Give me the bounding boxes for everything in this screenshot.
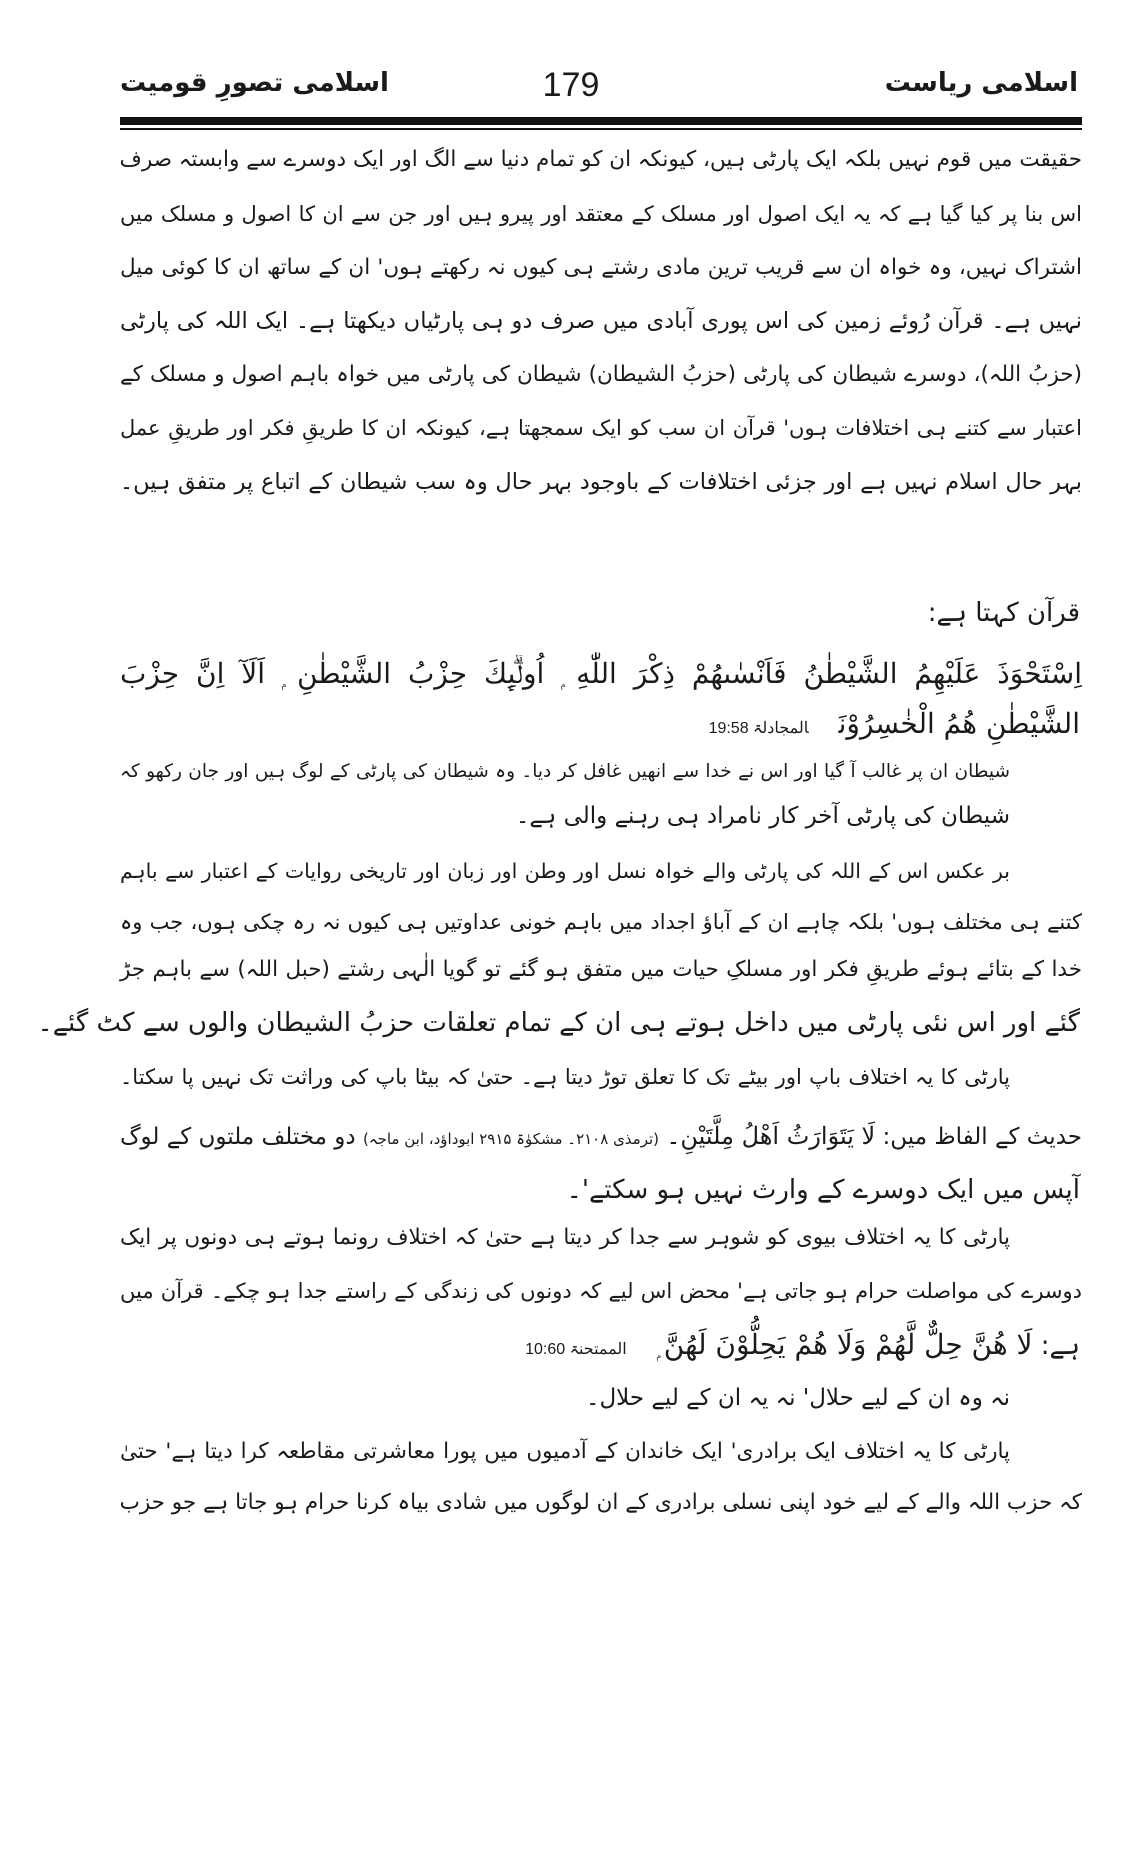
hadith-reference: (ترمذی ۲۱۰۸۔ مشکوٰۃ ۲۹۱۵ ابوداؤد، ابن ماجہ)	[362, 1130, 660, 1148]
text-line: خدا کے بتائے ہوئے طریقِ فکر اور مسلکِ حیات میں متفق ہو گئے تو گویا الٰہی رشتے (حبل اللہ) سے باہم جڑ	[120, 957, 1082, 982]
header-rule-thin	[120, 128, 1082, 130]
quran-verse-text: لَا هُنَّ حِلٌّ لَّهُمْ وَلَا هُمْ يَحِلُّوْنَ لَهُنَّ ۭ	[656, 1328, 1033, 1361]
translation-line: شیطان ان پر غالب آ گیا اور اس نے خدا سے انھیں غافل کر دیا۔ وہ شیطان کی پارٹی کے لوگ ہیں اور جان رکھو کہ	[120, 761, 1010, 782]
text-line: بر عکس اس کے اللہ کی پارٹی والے خواہ نسل اور وطن اور زبان اور تاریخی روایات کے اعتبار سے باہم	[120, 859, 1010, 883]
text-line: گئے اور اس نئی پارٹی میں داخل ہوتے ہی ان کے تمام تعلقات حزبُ الشیطان والوں سے کٹ گئے۔	[37, 1008, 1080, 1038]
text-span: ہے:	[1040, 1331, 1080, 1361]
page-number: 179	[542, 66, 600, 104]
verse-reference: الممتحنۃ 10:60	[525, 1341, 627, 1358]
text-line: (حزبُ اللہ)، دوسرے شیطان کی پارٹی (حزبُ الشیطان) شیطان کی پارٹی میں خواہ باہم اصول و مسلک کے	[120, 362, 1082, 387]
text-span: حدیث کے الفاظ میں:	[882, 1124, 1082, 1150]
translation-line: شیطان کی پارٹی آخر کار نامراد ہی رہنے والی ہے۔	[515, 803, 1010, 829]
hadith-text: لَا يَتَوَارَثُ اَهْلُ مِلَّتَيْنِ۔	[666, 1122, 876, 1150]
text-line: حقیقت میں قوم نہیں بلکہ ایک پارٹی ہیں، کیونکہ ان کو تمام دنیا سے الگ اور ایک دوسرے سے وابستہ صرف	[119, 147, 1082, 172]
text-line: پارٹی کا یہ اختلاف باپ اور بیٹے تک کا تعلق توڑ دیتا ہے۔ حتیٰ کہ بیٹا باپ کی وراثت تک نہیں پا سکتا۔	[120, 1065, 1010, 1089]
quran-verse-line: اِسْتَحْوَذَ عَلَيْهِمُ الشَّيْطٰنُ فَاَنْسٰىهُمْ ذِكْرَ اللّٰهِ ۭ اُولٰۗىِٕكَ حِزْبُ الشَّيْطٰنِ ۭ اَلَآ اِنَّ حِزْبَ	[120, 657, 1082, 690]
text-line: دوسرے کی مواصلت حرام ہو جاتی ہے' محض اس لیے کہ دونوں کی زندگی کے راستے جدا ہو چکے۔ قرآن میں	[120, 1279, 1082, 1303]
text-line: اشتراک نہیں، وہ خواہ ان سے قریب ترین مادی رشتے ہی کیوں نہ رکھتے ہوں' ان کے ساتھ ان کا کوئی میل	[120, 255, 1082, 280]
running-header-chapter-title: اسلامی تصورِ قومیت	[120, 68, 389, 98]
text-line: پارٹی کا یہ اختلاف ایک برادری' ایک خاندان کے آدمیوں میں پورا معاشرتی مقاطعہ کرا دیتا ہے' حتیٰ	[120, 1439, 1010, 1464]
quran-verse-line	[709, 704, 1080, 744]
verse-reference: المجادلۃ 19:58	[708, 720, 809, 737]
text-line: پارٹی کا یہ اختلاف بیوی کو شوہر سے جدا کر دیتا ہے حتیٰ کہ اختلاف رونما ہوتے ہی دونوں پر ایک	[120, 1225, 1010, 1250]
running-header-book-title: اسلامی ریاست	[884, 68, 1078, 98]
text-line	[120, 1116, 1082, 1156]
text-line: اس بنا پر کیا گیا ہے کہ یہ ایک اصول اور مسلک کے معتقد اور پیرو ہیں اور جن سے ان کا اصول و مسلک میں	[120, 202, 1082, 226]
text-line: اعتبار سے کتنے ہی اختلافات ہوں' قرآن ان سب کو ایک سمجھتا ہے، کیونکہ ان کا طریقِ فکر اور طریقِ عمل	[120, 416, 1082, 440]
text-line: قرآن کہتا ہے:	[927, 598, 1080, 628]
text-span: دو مختلف ملتوں کے لوگ	[119, 1124, 356, 1150]
translation-line: نہ وہ ان کے لیے حلال' نہ یہ ان کے لیے حلال۔	[585, 1385, 1010, 1411]
text-line: کہ حزب اللہ والے کے لیے خود اپنی نسلی برادری کے ان لوگوں میں شادی بیاہ کرنا حرام ہو جاتا ہے جو حزب	[119, 1490, 1082, 1515]
text-line: نہیں ہے۔ قرآن رُوئے زمین کی اس پوری آبادی میں صرف دو ہی پارٹیاں دیکھتا ہے۔ ایک اللہ کی پارٹی	[120, 308, 1082, 334]
quran-verse-text: الشَّيْطٰنِ هُمُ الْخٰسِرُوْنَ	[838, 707, 1080, 740]
text-line: کتنے ہی مختلف ہوں' بلکہ چاہے ان کے آباؤ اجداد میں باہم خونی عداوتیں ہی کیوں نہ رہ چکی ہوں، جب وہ	[120, 910, 1082, 934]
text-line	[525, 1325, 1080, 1365]
header-rule-thick	[120, 117, 1082, 125]
text-line: بہر حال اسلام نہیں ہے اور جزئی اختلافات کے باوجود بہر حال وہ سب شیطان کے اتباع پر متفق ہیں۔	[120, 469, 1082, 495]
text-line: آپس میں ایک دوسرے کے وارث نہیں ہو سکتے'۔	[566, 1175, 1080, 1205]
